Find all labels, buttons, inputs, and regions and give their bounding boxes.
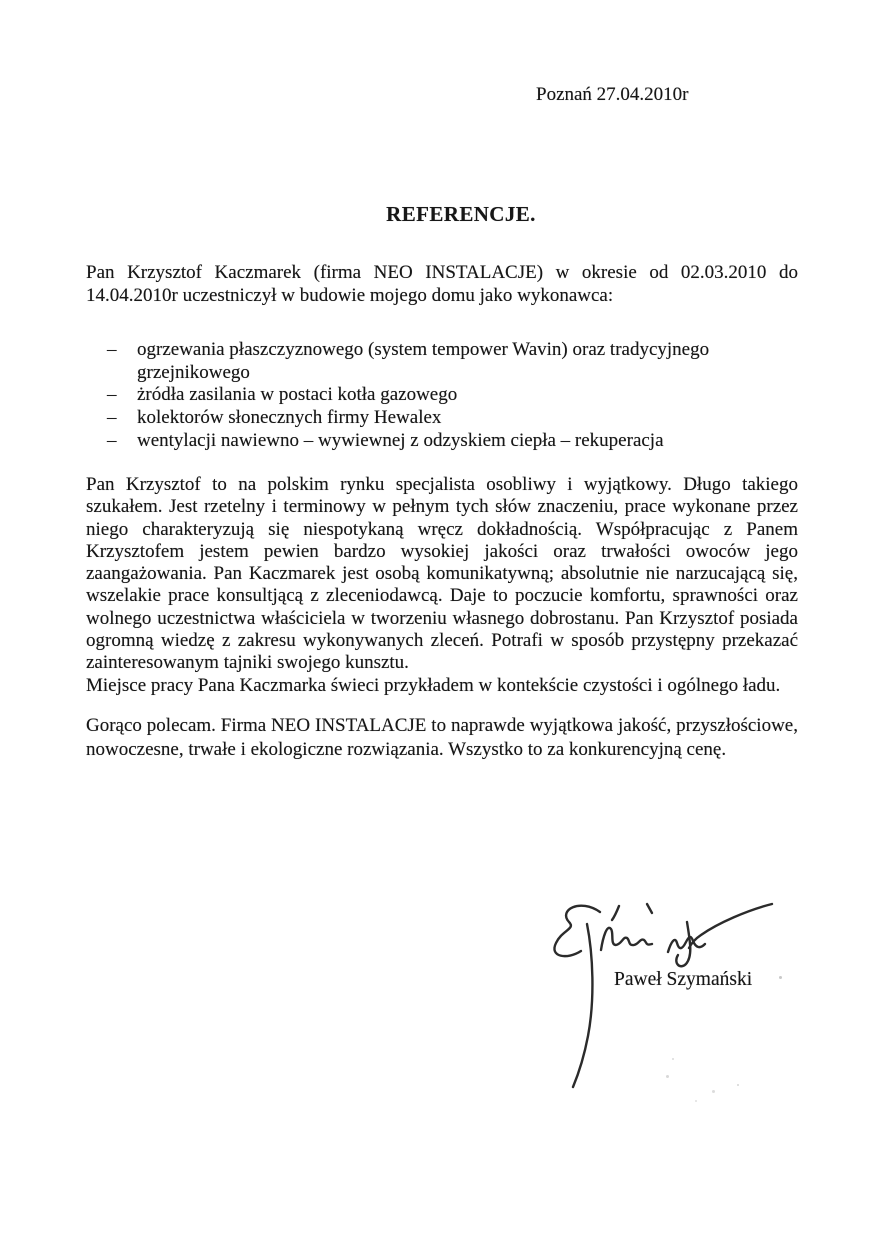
scan-speckle [695,1100,697,1102]
closing-paragraph: Gorąco polecam. Firma NEO INSTALACJE to naprawde wyjątkowa jakość, przyszłościowe, nowoczesne, trwałe i ekologiczne rozwiązania. Wszystko to za konkurencyjną cenę. [86,715,798,760]
scan-speckle [779,976,782,979]
scan-speckle [712,1090,715,1093]
list-item-text: ogrzewania płaszczyznowego (system tempower Wavin) oraz tradycyjnego grzejnikowego [137,339,710,383]
body-closing-line: Miejsce pracy Pana Kaczmarka świeci przykładem w kontekście czystości i ogólnego ładu. [86,674,781,696]
date-line: Poznań 27.04.2010r [536,84,689,105]
list-item-text: wentylacji nawiewno – wywiewnej z odzyskiem ciepła – rekuperacja [137,429,664,451]
scope-of-work-list [107,339,769,453]
list-item [107,407,769,430]
dash-bullet: – [107,384,117,406]
intro-paragraph: Pan Krzysztof Kaczmarek (firma NEO INSTALACJE) w okresie od 02.03.2010 do 14.04.2010r uczestniczył w budowie mojego domu jako wykonawca: [86,262,798,306]
dash-bullet: – [107,429,117,451]
dash-bullet: – [107,407,117,429]
list-item-text: żródła zasilania w postaci kotła gazowego [137,384,458,406]
dash-bullet: – [107,339,117,360]
body-main-text: Pan Krzysztof to na polskim rynku specjalista osobliwy i wyjątkowy. Długo takiego szukałem. Jest rzetelny i terminowy w pełnym tych słów znaczeniu, prace wykonane przez niego charakteryzują się niespotykaną wręcz dokładnością. Współpracując z Panem Krzysztofem jestem pewien bardzo wysokiej jakości oraz trwałości owoców jego zaangażowania. Pan Kaczmarek jest osobą komunikatywną; absolutnie nie narzucającą się, wszelakie prace konsultjącą z zleceniodawcą. Daje to poczucie komfortu, sprawności oraz wolnego uczestnictwa właściciela w tworzeniu własnego dobrostanu. Pan Krzysztof posiada ogromną wiedzę z zakresu wykonywanych zleceń. Potrafi w sposób przystępny przekazać zainteresowanym tajniki swojego kunsztu. [86,474,798,674]
document-title: REFERENCJE. [386,202,536,226]
list-item-text: kolektorów słonecznych firmy Hewalex [137,407,442,429]
scan-speckle [737,1084,739,1086]
list-item [107,384,769,407]
handwritten-signature [548,892,783,1097]
scan-speckle [666,1075,669,1078]
body-paragraph [86,474,798,697]
list-item [107,339,769,384]
scan-speckle [672,1058,674,1060]
list-item [107,430,769,453]
signatory-name: Paweł Szymański [614,969,753,990]
